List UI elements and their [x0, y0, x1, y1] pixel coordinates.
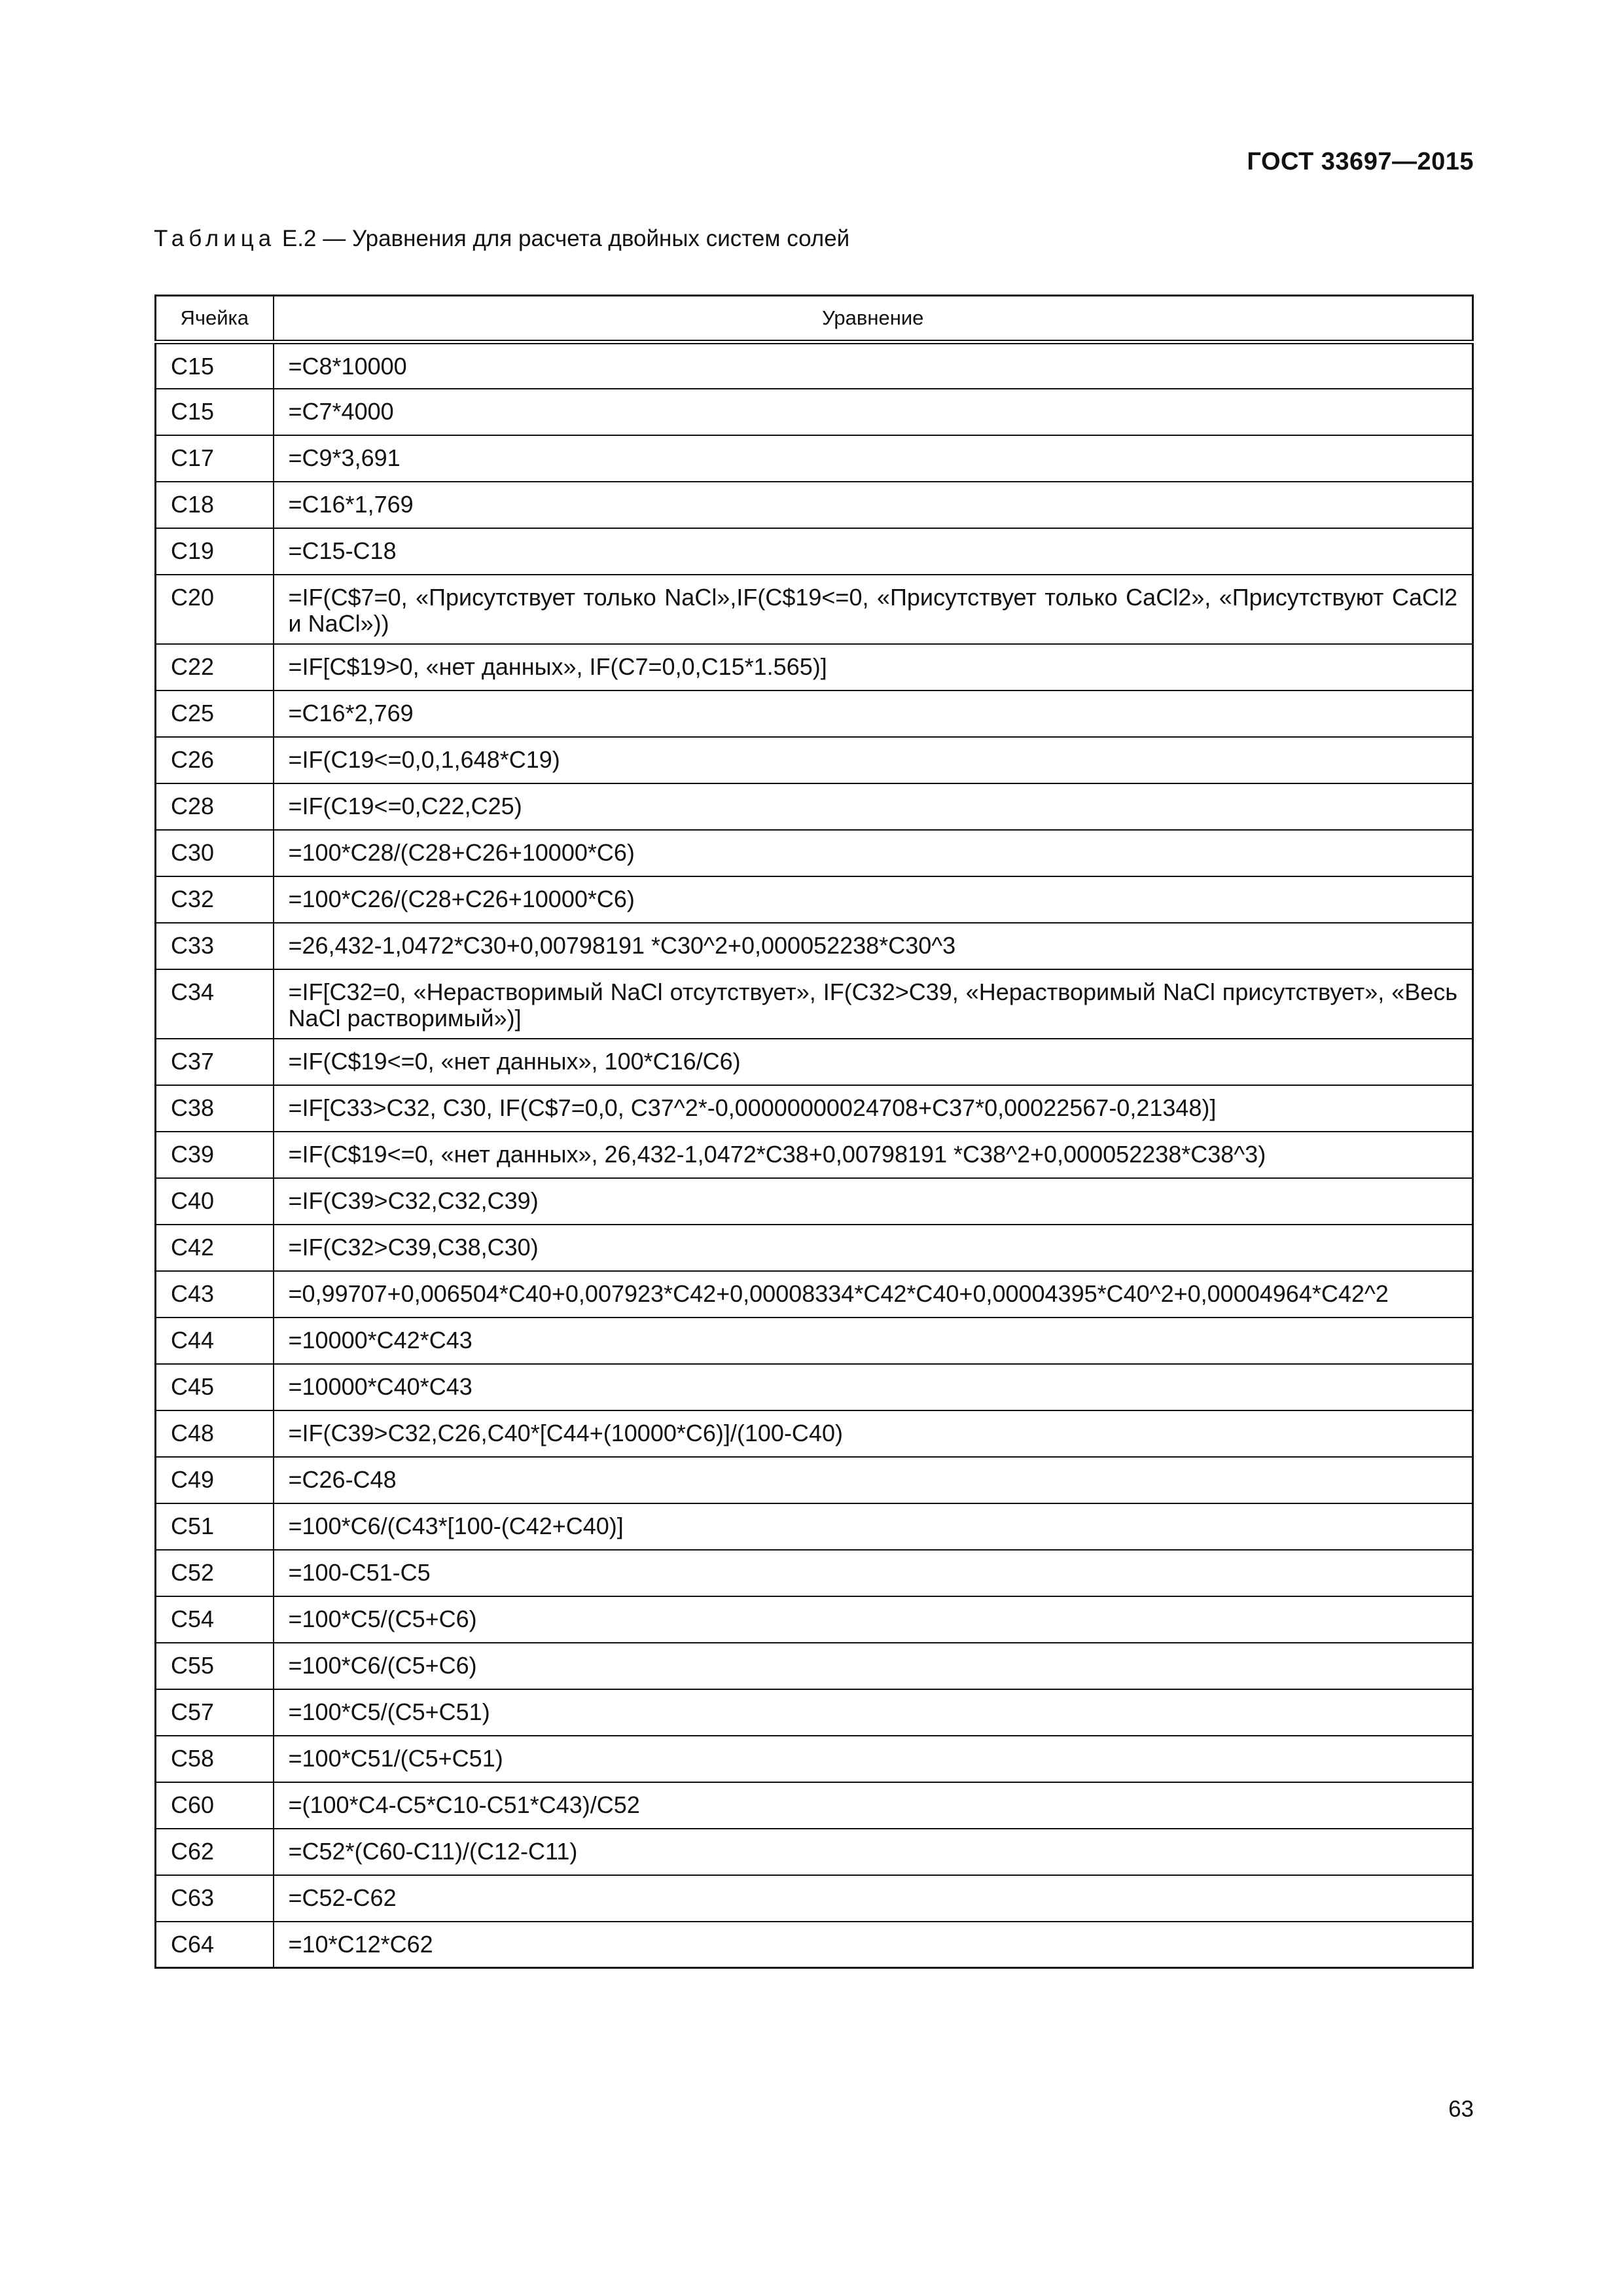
cell-reference: С20	[156, 575, 274, 644]
equation: =(100*C4-C5*C10-C51*C43)/C52	[274, 1782, 1473, 1829]
equation: =IF[C33>C32, C30, IF(C$7=0,0, C37^2*-0,00000000024708+C37*0,00022567-0,21348)]	[274, 1085, 1473, 1132]
equation: =0,99707+0,006504*C40+0,007923*C42+0,00008334*C42*C40+0,00004395*C40^2+0,00004964*C42^2	[274, 1271, 1473, 1318]
table-row	[156, 482, 1473, 528]
equation: =100*C5/(C5+C6)	[274, 1596, 1473, 1643]
equation: =IF(C19<=0,C22,C25)	[274, 783, 1473, 830]
cell-reference: С62	[156, 1829, 274, 1875]
column-header-cell: Ячейка	[156, 296, 274, 342]
equation: =100*C5/(C5+C51)	[274, 1689, 1473, 1736]
cell-reference: С60	[156, 1782, 274, 1829]
equation: =IF[C$19>0, «нет данных», IF(C7=0,0,C15*1.565)]	[274, 644, 1473, 691]
table-row	[156, 1875, 1473, 1922]
page-number: 63	[1448, 2096, 1474, 2122]
cell-reference: С39	[156, 1132, 274, 1178]
table-row	[156, 1736, 1473, 1782]
table-row	[156, 969, 1473, 1039]
equation: =10000*C40*C43	[274, 1364, 1473, 1410]
cell-reference: С55	[156, 1643, 274, 1689]
table-row	[156, 1318, 1473, 1364]
table-caption	[154, 226, 849, 252]
table-row	[156, 389, 1473, 435]
cell-reference: С44	[156, 1318, 274, 1364]
cell-reference: С19	[156, 528, 274, 575]
cell-reference: С28	[156, 783, 274, 830]
table-row	[156, 575, 1473, 644]
table-row	[156, 1039, 1473, 1085]
table-row	[156, 876, 1473, 923]
equation: =10*C12*C62	[274, 1922, 1473, 1968]
equation: =100*C51/(C5+C51)	[274, 1736, 1473, 1782]
equation: =C26-C48	[274, 1457, 1473, 1503]
column-header-equation: Уравнение	[274, 296, 1473, 342]
equation: =100*C28/(C28+C26+10000*C6)	[274, 830, 1473, 876]
table-caption-text: Е.2 — Уравнения для расчета двойных систем солей	[276, 226, 850, 251]
equation: =IF(C39>C32,C26,C40*[C44+(10000*C6)]/(100-C40)	[274, 1410, 1473, 1457]
equation: =IF[C32=0, «Нерастворимый NaCl отсутствует», IF(C32>C39, «Нерастворимый NaCl присутствует», «Весь NaCl растворимый»)]	[274, 969, 1473, 1039]
table-row	[156, 435, 1473, 482]
cell-reference: С30	[156, 830, 274, 876]
document-header: ГОСТ 33697—2015	[1247, 148, 1474, 175]
equation: =C16*2,769	[274, 691, 1473, 737]
cell-reference: С25	[156, 691, 274, 737]
table-row	[156, 1829, 1473, 1875]
equation: =100*C26/(C28+C26+10000*C6)	[274, 876, 1473, 923]
cell-reference: С54	[156, 1596, 274, 1643]
equation: =100*C6/(C43*[100-(C42+C40)]	[274, 1503, 1473, 1550]
cell-reference: С15	[156, 342, 274, 389]
cell-reference: С37	[156, 1039, 274, 1085]
table-row	[156, 691, 1473, 737]
equation: =IF(C19<=0,0,1,648*C19)	[274, 737, 1473, 783]
equation: =C8*10000	[274, 342, 1473, 389]
table-row	[156, 528, 1473, 575]
cell-reference: С22	[156, 644, 274, 691]
equation: =100*C6/(C5+C6)	[274, 1643, 1473, 1689]
cell-reference: С17	[156, 435, 274, 482]
table-row	[156, 1085, 1473, 1132]
cell-reference: С18	[156, 482, 274, 528]
equation: =C52-C62	[274, 1875, 1473, 1922]
cell-reference: С58	[156, 1736, 274, 1782]
cell-reference: С51	[156, 1503, 274, 1550]
table-row	[156, 1550, 1473, 1596]
table-row	[156, 1271, 1473, 1318]
cell-reference: С43	[156, 1271, 274, 1318]
equation: =C16*1,769	[274, 482, 1473, 528]
equation: =26,432-1,0472*C30+0,00798191 *C30^2+0,000052238*C30^3	[274, 923, 1473, 969]
equation: =IF(C$7=0, «Присутствует только NaCl»,IF(C$19<=0, «Присутствует только CaCl2», «Присутствуют CaCl2 и NaCl»))	[274, 575, 1473, 644]
table-row	[156, 1132, 1473, 1178]
table-body	[156, 342, 1473, 1968]
cell-reference: С52	[156, 1550, 274, 1596]
equation: =C7*4000	[274, 389, 1473, 435]
cell-reference: С42	[156, 1225, 274, 1271]
equation: =100-C51-C5	[274, 1550, 1473, 1596]
equation: =IF(C39>C32,C32,C39)	[274, 1178, 1473, 1225]
equation: =C9*3,691	[274, 435, 1473, 482]
cell-reference: С32	[156, 876, 274, 923]
table-row	[156, 783, 1473, 830]
cell-reference: С34	[156, 969, 274, 1039]
cell-reference: С63	[156, 1875, 274, 1922]
equation: =10000*C42*C43	[274, 1318, 1473, 1364]
cell-reference: С48	[156, 1410, 274, 1457]
table-row	[156, 644, 1473, 691]
cell-reference: С45	[156, 1364, 274, 1410]
table-row	[156, 1689, 1473, 1736]
table-row	[156, 1596, 1473, 1643]
table-row	[156, 1922, 1473, 1968]
table-row	[156, 923, 1473, 969]
cell-reference: С15	[156, 389, 274, 435]
cell-reference: С26	[156, 737, 274, 783]
table-row	[156, 1643, 1473, 1689]
table-row	[156, 737, 1473, 783]
equations-table	[154, 295, 1474, 1969]
equation: =C52*(C60-C11)/(C12-C11)	[274, 1829, 1473, 1875]
table-row	[156, 1503, 1473, 1550]
cell-reference: С38	[156, 1085, 274, 1132]
cell-reference: С64	[156, 1922, 274, 1968]
equation: =IF(C32>C39,C38,C30)	[274, 1225, 1473, 1271]
table-row	[156, 1225, 1473, 1271]
table-row	[156, 1457, 1473, 1503]
table-header-row	[156, 296, 1473, 342]
table-row	[156, 1782, 1473, 1829]
cell-reference: С49	[156, 1457, 274, 1503]
table-row	[156, 1178, 1473, 1225]
cell-reference: С40	[156, 1178, 274, 1225]
table-row	[156, 1364, 1473, 1410]
table-row	[156, 1410, 1473, 1457]
cell-reference: С57	[156, 1689, 274, 1736]
table-row	[156, 830, 1473, 876]
cell-reference: С33	[156, 923, 274, 969]
table-caption-label: Таблица	[154, 226, 276, 251]
equation: =IF(C$19<=0, «нет данных», 26,432-1,0472*C38+0,00798191 *C38^2+0,000052238*C38^3)	[274, 1132, 1473, 1178]
equation: =C15-C18	[274, 528, 1473, 575]
equation: =IF(C$19<=0, «нет данных», 100*C16/C6)	[274, 1039, 1473, 1085]
table-row	[156, 342, 1473, 389]
